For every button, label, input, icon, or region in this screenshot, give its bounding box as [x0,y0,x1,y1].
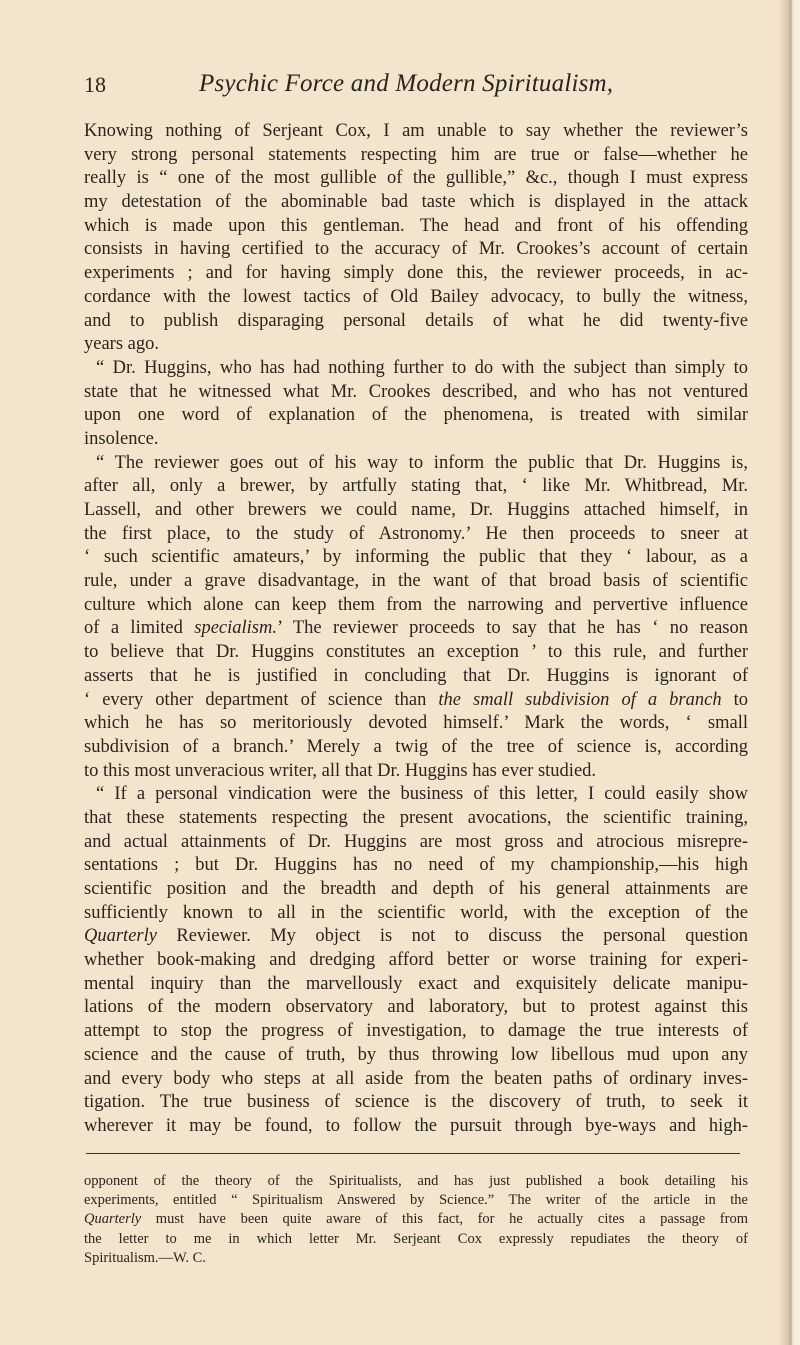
body-line [84,215,748,239]
body-line [84,191,748,215]
text-segment: culture which alone can keep them from the narrowing and pervertive influence [84,594,748,615]
text-segment: tigation. The true business of science is the discovery of truth, to seek it [84,1092,748,1113]
body-line [84,238,748,262]
text-segment: “ The reviewer goes out of his way to inform the public that Dr. Huggins is, [96,452,748,473]
footnote-line [84,1230,748,1249]
body-line [84,783,748,807]
text-segment: and every body who steps at all aside from the beaten paths of ordinary inves- [84,1068,748,1089]
text-segment: and actual attainments of Dr. Huggins are most gross and atrocious misrepre- [84,831,748,852]
body-line [84,760,748,784]
body-line [84,878,748,902]
body-line [84,167,748,191]
body-text [84,120,748,1139]
text-segment: lations of the modern observatory and laboratory, but to protest against this [84,997,748,1018]
body-line [84,144,748,168]
body-line [84,120,748,144]
text-segment: attempt to stop the progress of investigation, to damage the true interests of [84,1021,748,1042]
text-segment: rule, under a grave disadvantage, in the want of that broad basis of scientific [84,571,748,592]
body-line [84,357,748,381]
body-line [84,854,748,878]
body-line [84,973,748,997]
text-segment: Reviewer. My object is not to discuss the personal question [156,926,748,947]
body-line [84,1068,748,1092]
body-line [84,428,748,452]
text-segment: Lassell, and other brewers we could name, Dr. Huggins attached himself, in [84,500,748,520]
body-line [84,1115,748,1139]
text-segment: upon one word of explanation of the phenomena, is treated with similar [84,405,748,426]
body-line [84,546,748,570]
body-line [84,736,748,760]
body-line [84,689,748,713]
body-line [84,594,748,618]
body-line [84,523,748,547]
body-line [84,499,748,523]
footnote-line [84,1249,748,1268]
footnote-line [84,1172,748,1191]
text-segment: experiments ; and for having simply done this, the reviewer proceeds, in ac- [84,263,748,284]
text-segment: “ If a personal vindication were the business of this letter, I could easily show [96,784,748,805]
text-segment: Knowing nothing of Serjeant Cox, I am unable to say whether the reviewer’s [84,121,748,141]
body-line [84,381,748,405]
italic-text: Quarterly [84,1211,142,1228]
body-line [84,949,748,973]
text-segment: sufficiently known to all in the scientific world, with the exception of the [84,902,748,923]
body-line [84,925,748,949]
italic-text: Quarterly [84,926,157,947]
body-line [84,712,748,736]
text-segment: the first place, to the study of Astronomy.’ He then proceeds to sneer at [84,523,748,544]
text-segment: asserts that he is justified in concluding that Dr. Huggins is ignorant of [84,665,748,686]
footnote-rule [86,1153,740,1154]
body-line [84,452,748,476]
text-segment: of a limited [84,618,195,639]
body-line [84,831,748,855]
text-segment: whether book-making and dredging afford better or worse training for experi- [84,950,748,971]
text-segment: opponent of the theory of the Spiritualists, and has just published a book detailing his [84,1173,748,1189]
text-segment: state that he witnessed what Mr. Crookes described, and who has not ventured [84,381,748,402]
body-line [84,475,748,499]
running-header [84,70,748,106]
text-segment: that these statements respecting the present avocations, the scientific training, [84,807,748,828]
page-edge-shadow [780,0,800,1345]
text-segment: scientific position and the breadth and depth of his general attainments are [84,879,748,899]
text-segment: after all, only a brewer, by artfully stating that, ‘ like Mr. Whitbread, Mr. [84,476,748,497]
body-line [84,286,748,310]
running-title: Psychic Force and Modern Spiritualism, [199,70,614,97]
body-line [84,1020,748,1044]
italic-text: the small subdivision of a branch [438,689,722,710]
text-segment: sentations ; but Dr. Huggins has no need of my championship,—his high [84,855,748,876]
text-segment: which he has so meritoriously devoted himself.’ Mark the words, ‘ small [84,713,748,734]
body-line [84,665,748,689]
body-line [84,1091,748,1115]
footnote-line [84,1210,748,1229]
body-line [84,807,748,831]
text-segment: to this most unveracious writer, all that Dr. Huggins has ever studied. [84,760,597,781]
text-segment: ’ The reviewer proceeds to say that he has ‘ no reason [277,618,748,639]
body-line [84,1044,748,1068]
text-segment: which is made upon this gentleman. The head and front of his offending [84,215,748,236]
body-line [84,404,748,428]
text-segment: years ago. [84,334,159,355]
text-segment: “ Dr. Huggins, who has had nothing further to do with the subject than simply to [96,357,748,378]
body-line [84,333,748,357]
text-segment: ‘ every other department of science than [84,689,439,710]
text-segment: the letter to me in which letter Mr. Serjeant Cox expressly repudiates the theory of [84,1230,748,1247]
body-line [84,570,748,594]
text-segment: to believe that Dr. Huggins constitutes an exception ’ to this rule, and further [84,642,748,663]
text-segment: to [721,689,748,710]
body-line [84,310,748,334]
text-segment: consists in having certified to the accuracy of Mr. Crookes’s account of certain [84,239,748,260]
text-segment: science and the cause of truth, by thus throwing low libellous mud upon any [84,1044,748,1065]
text-segment: experiments, entitled “ Spiritualism Answered by Science.” The writer of the article in the [84,1192,748,1209]
text-segment: wherever it may be found, to follow the pursuit through bye-ways and high- [84,1115,748,1136]
page-number: 18 [84,72,106,97]
body-line [84,996,748,1020]
text-segment: very strong personal statements respecting him are true or false—whether he [84,144,748,165]
text-segment: ‘ such scientific amateurs,’ by informing the public that they ‘ labour, as a [84,547,748,568]
text-segment: and to publish disparaging personal details of what he did twenty-five [84,310,748,331]
text-segment: my detestation of the abominable bad taste which is displayed in the attack [84,192,748,213]
text-segment: really is “ one of the most gullible of the gullible,” &c., though I must express [84,168,748,189]
footnote-line [84,1191,748,1210]
body-line [84,641,748,665]
body-line [84,902,748,926]
footnote [84,1172,748,1268]
text-segment: Spiritualism.—W. C. [84,1249,206,1266]
text-segment: insolence. [84,428,159,449]
text-segment: must have been quite aware of this fact, for he actually cites a passage from [141,1211,748,1228]
text-segment: cordance with the lowest tactics of Old Bailey advocacy, to bully the witness, [84,286,748,307]
body-line [84,262,748,286]
text-segment: subdivision of a branch.’ Merely a twig of the tree of science is, according [84,736,748,757]
body-line [84,617,748,641]
italic-text: specialism. [194,618,277,639]
text-segment: mental inquiry than the marvellously exact and exquisitely delicate manipu- [84,973,748,994]
